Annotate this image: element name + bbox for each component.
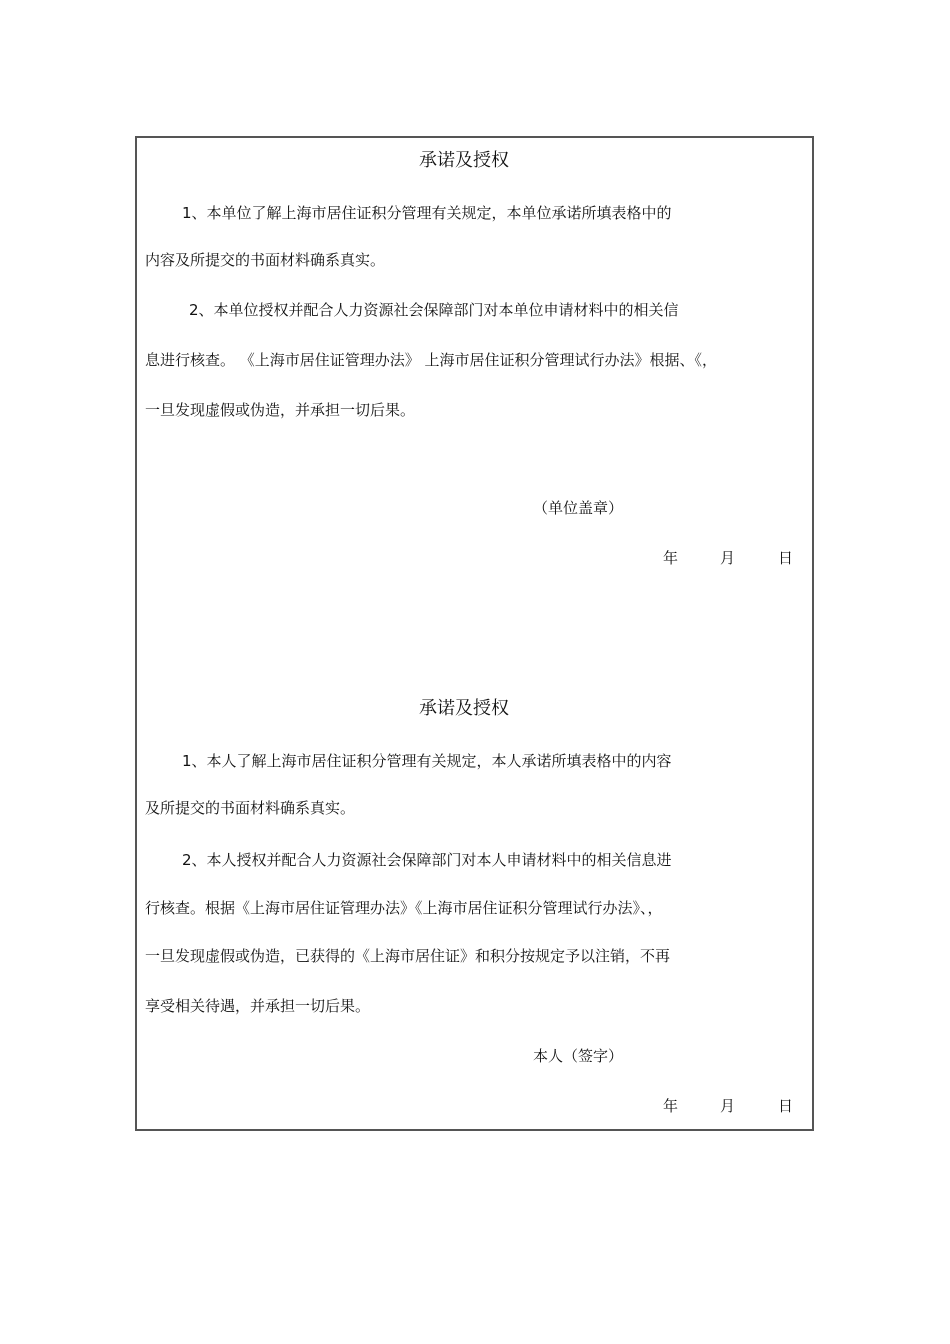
form-frame bbox=[135, 136, 814, 1131]
person-item1-line1: 1、本人了解上海市居住证积分管理有关规定，本人承诺所填表格中的内容 bbox=[182, 752, 672, 770]
unit-section-title: 承诺及授权 bbox=[419, 150, 509, 171]
unit-item2-line2: 息进行核查。 《上海市居住证管理办法》 上海市居住证积分管理试行办法》根据、《， bbox=[145, 351, 718, 369]
person-item2-line4: 享受相关待遇，并承担一切后果。 bbox=[145, 997, 371, 1015]
person-date-year: 年 bbox=[663, 1097, 679, 1115]
unit-item2-line1: 2、本单位授权并配合人力资源社会保障部门对本单位申请材料中的相关信 bbox=[189, 301, 679, 319]
unit-seal-label: （单位盖章） bbox=[533, 499, 624, 517]
unit-date-day: 日 bbox=[778, 549, 794, 567]
unit-date-month: 月 bbox=[720, 549, 736, 567]
person-date-day: 日 bbox=[778, 1097, 794, 1115]
person-item2-line2: 行核查。根据《上海市居住证管理办法》《上海市居住证积分管理试行办法》、， bbox=[145, 899, 663, 917]
unit-item2-line3: 一旦发现虚假或伪造，并承担一切后果。 bbox=[145, 401, 416, 419]
person-sign-label: 本人（签字） bbox=[533, 1047, 624, 1065]
unit-date-year: 年 bbox=[663, 549, 679, 567]
person-section-title: 承诺及授权 bbox=[419, 698, 509, 719]
unit-item1-line1: 1、本单位了解上海市居住证积分管理有关规定，本单位承诺所填表格中的 bbox=[182, 204, 672, 222]
person-item1-line2: 及所提交的书面材料确系真实。 bbox=[145, 799, 356, 817]
person-item2-line3: 一旦发现虚假或伪造，已获得的《上海市居住证》和积分按规定予以注销，不再 bbox=[145, 947, 671, 965]
person-item2-line1: 2、本人授权并配合人力资源社会保障部门对本人申请材料中的相关信息进 bbox=[182, 851, 672, 869]
unit-item1-line2: 内容及所提交的书面材料确系真实。 bbox=[145, 251, 386, 269]
person-date-month: 月 bbox=[720, 1097, 736, 1115]
